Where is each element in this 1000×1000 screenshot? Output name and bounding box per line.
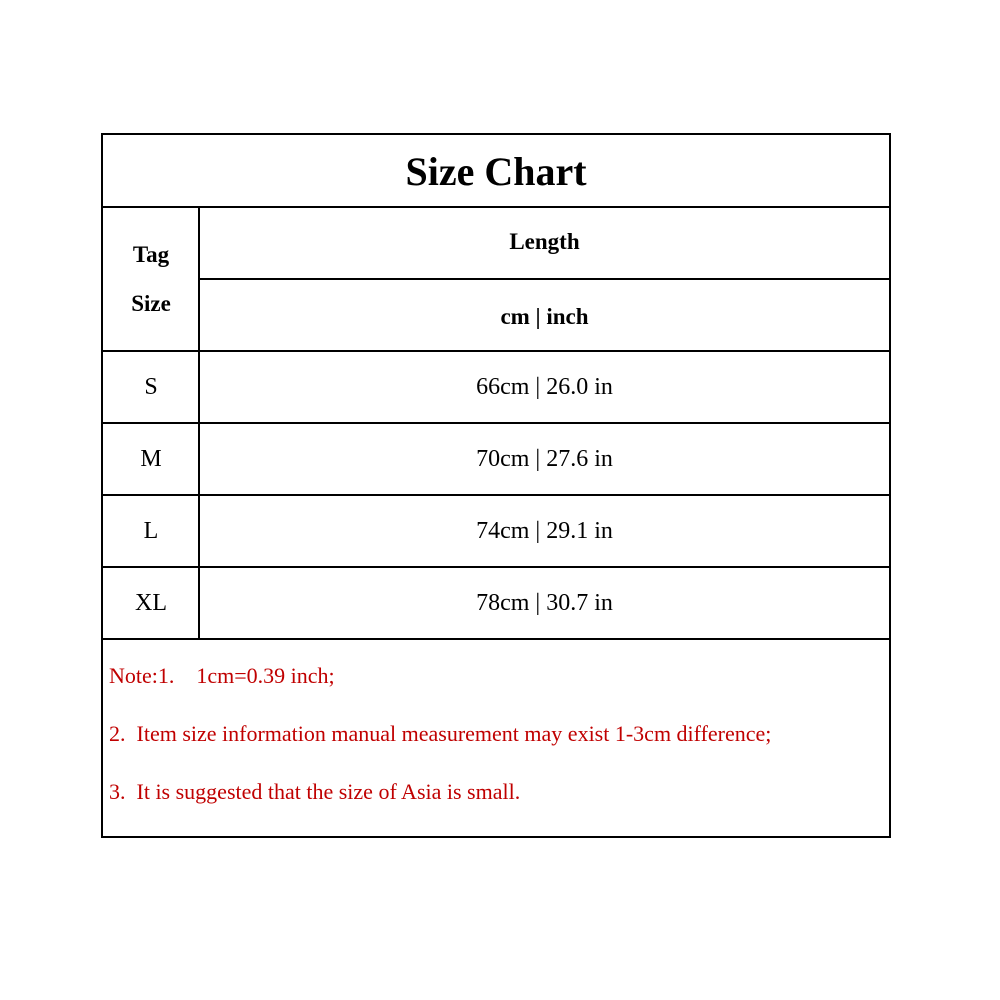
chart-title: Size Chart <box>405 148 587 194</box>
table-row-size: S <box>144 373 158 400</box>
units-header: cm | inch <box>500 304 589 329</box>
size-header-label: Size <box>131 291 171 316</box>
tag-header-label: Tag <box>132 242 170 267</box>
note-line: Note:1. 1cm=0.39 inch; <box>109 663 335 688</box>
length-header: Length <box>509 229 580 254</box>
note-line: 2. Item size information manual measurement may exist 1-3cm difference; <box>109 721 772 746</box>
table-row-value: 66cm | 26.0 in <box>476 373 613 400</box>
size-chart-table <box>101 133 891 838</box>
table-row-value: 70cm | 27.6 in <box>476 445 613 472</box>
table-row-size: M <box>140 445 162 472</box>
table-row-size: XL <box>135 589 167 616</box>
table-row-size: L <box>143 517 159 544</box>
table-row-value: 74cm | 29.1 in <box>476 517 613 544</box>
table-row-value: 78cm | 30.7 in <box>476 589 613 616</box>
divider <box>103 638 889 640</box>
note-line: 3. It is suggested that the size of Asia is small. <box>109 779 521 804</box>
tag-size-header <box>103 208 199 350</box>
